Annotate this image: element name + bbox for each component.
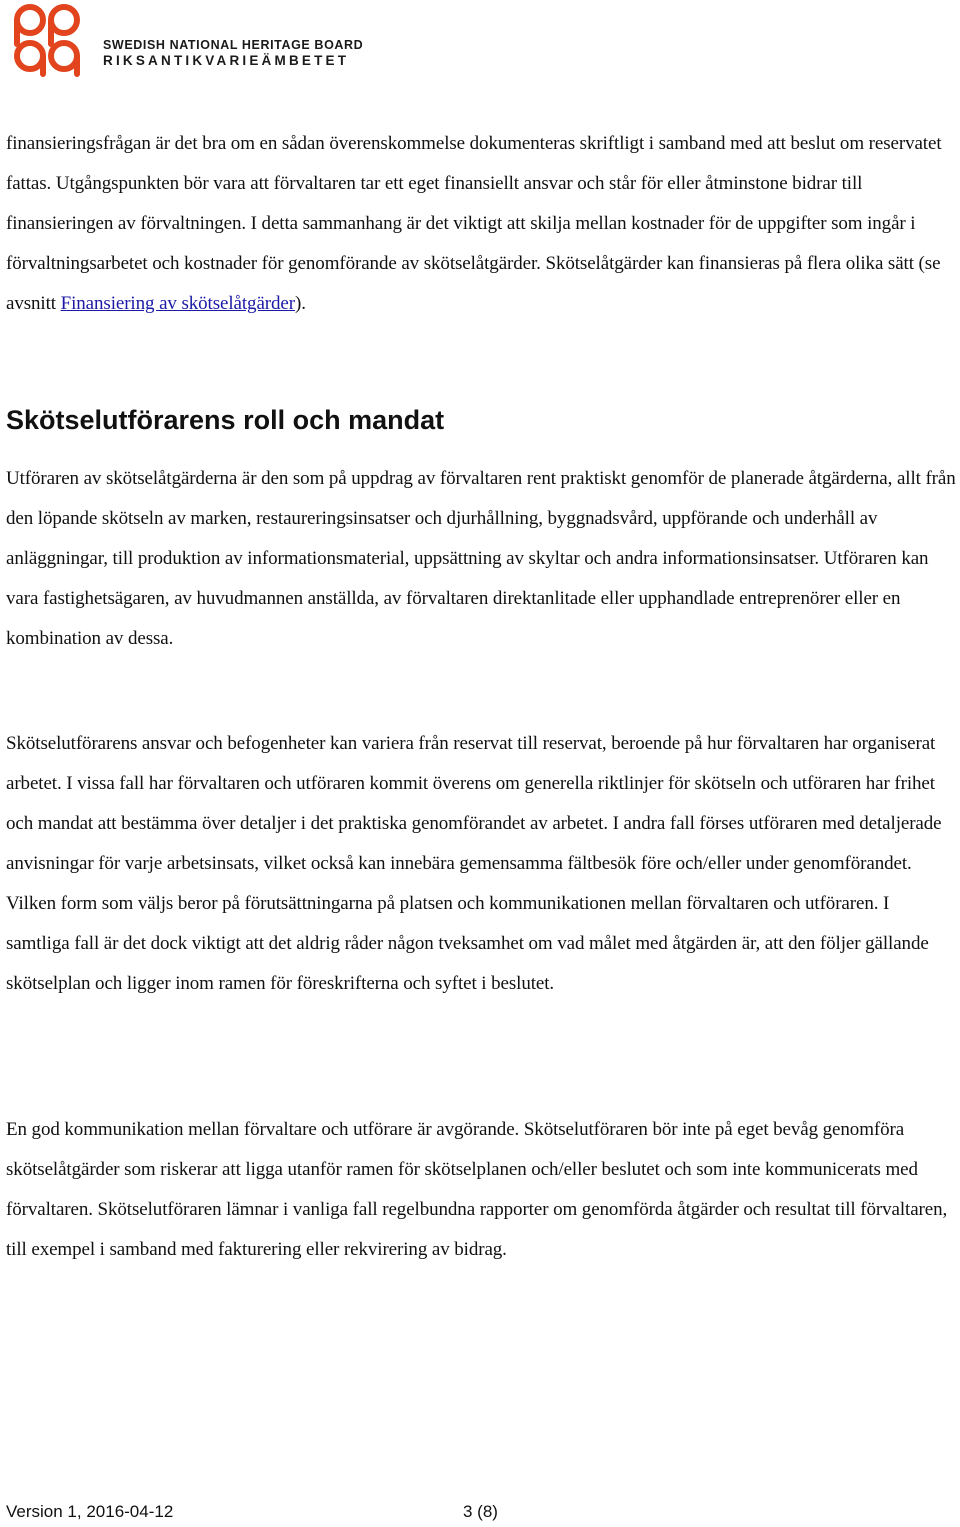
paragraph-financing-tail: ). [294, 293, 306, 314]
section-heading: Skötselutförarens roll och mandat [6, 405, 445, 435]
page-header [8, 0, 608, 80]
org-name-swedish: RIKSANTIKVARIEÄMBETET [103, 53, 350, 68]
paragraph-communication: En god kommunikation mellan förvaltare och utförare är avgörande. Skötselutföraren bör inte på eget bevåg genomföra skötselåtgärder som riskerar att ligga utanför ramen för skötselplanen och/eller beslutet och som inte kommunicerats med förvaltaren. Skötselutföraren lämnar i vanliga fall regelbundna rapporter om genomförda åtgärder och resultat till förvaltaren, till exempel i samband med fakturering eller rekvirering av bidrag. [6, 1119, 948, 1260]
paragraph-executor-mandate: Skötselutförarens ansvar och befogenheter kan variera från reservat till reservat, beroende på hur förvaltaren har organiserat arbetet. I vissa fall har förvaltaren och utföraren kommit överens om generella riktlinjer för skötseln och utföraren har frihet och mandat att bestämma över detaljer i det praktiska genomförandet av arbetet. I andra fall förses utföraren med detaljerade anvisningar för varje arbetsinsats, vilket också kan innebära gemensamma fältbesök före och/eller under genomförandet. Vilken form som väljs beror på förutsättningarna på platsen och kommunikationen mellan förvaltaren och utföraren. I samtliga fall är det dock viktigt att det aldrig råder någon tveksamhet om vad målet med åtgärden är, att den följer gällande skötselplan och ligger inom ramen för föreskrifterna och syftet i beslutet. [6, 733, 942, 994]
paragraph-financing-text: finansieringsfrågan är det bra om en sådan överenskommelse dokumenteras skriftligt i samband med att beslut om reservatet fattas. Utgångspunkten bör vara att förvaltaren tar ett eget finansiellt ansvar och står för eller åtminstone bidrar till finansieringen av förvaltningen. I detta sammanhang är det viktigt att skilja mellan kostnader för de uppgifter som ingår i förvaltningsarbetet och kostnader för genomförande av skötselåtgärder. Skötselåtgärder kan finansieras på flera olika sätt (se avsnitt [6, 133, 942, 314]
footer-page-number: 3 (8) [463, 1502, 498, 1521]
link-financing-section[interactable]: Finansiering av skötselåtgärder [60, 293, 295, 314]
paragraph-financing [6, 124, 956, 324]
paragraph-executor-definition: Utföraren av skötselåtgärderna är den som på uppdrag av förvaltaren rent praktiskt genomför de planerade åtgärderna, allt från den löpande skötseln av marken, restaureringsinsatser och djurhållning, byggnadsvård, uppförande och underhåll av anläggningar, till produktion av informationsmaterial, uppsättning av skyltar och andra informationsinsatser. Utföraren kan vara fastighetsägaren, av huvudmannen anställda, av förvaltaren direktanlitade eller upphandlade entreprenörer eller en kombination av dessa. [6, 468, 956, 649]
raa-logo-icon [8, 0, 90, 78]
org-name-english: SWEDISH NATIONAL HERITAGE BOARD [103, 38, 364, 52]
footer-version: Version 1, 2016-04-12 [6, 1502, 174, 1521]
